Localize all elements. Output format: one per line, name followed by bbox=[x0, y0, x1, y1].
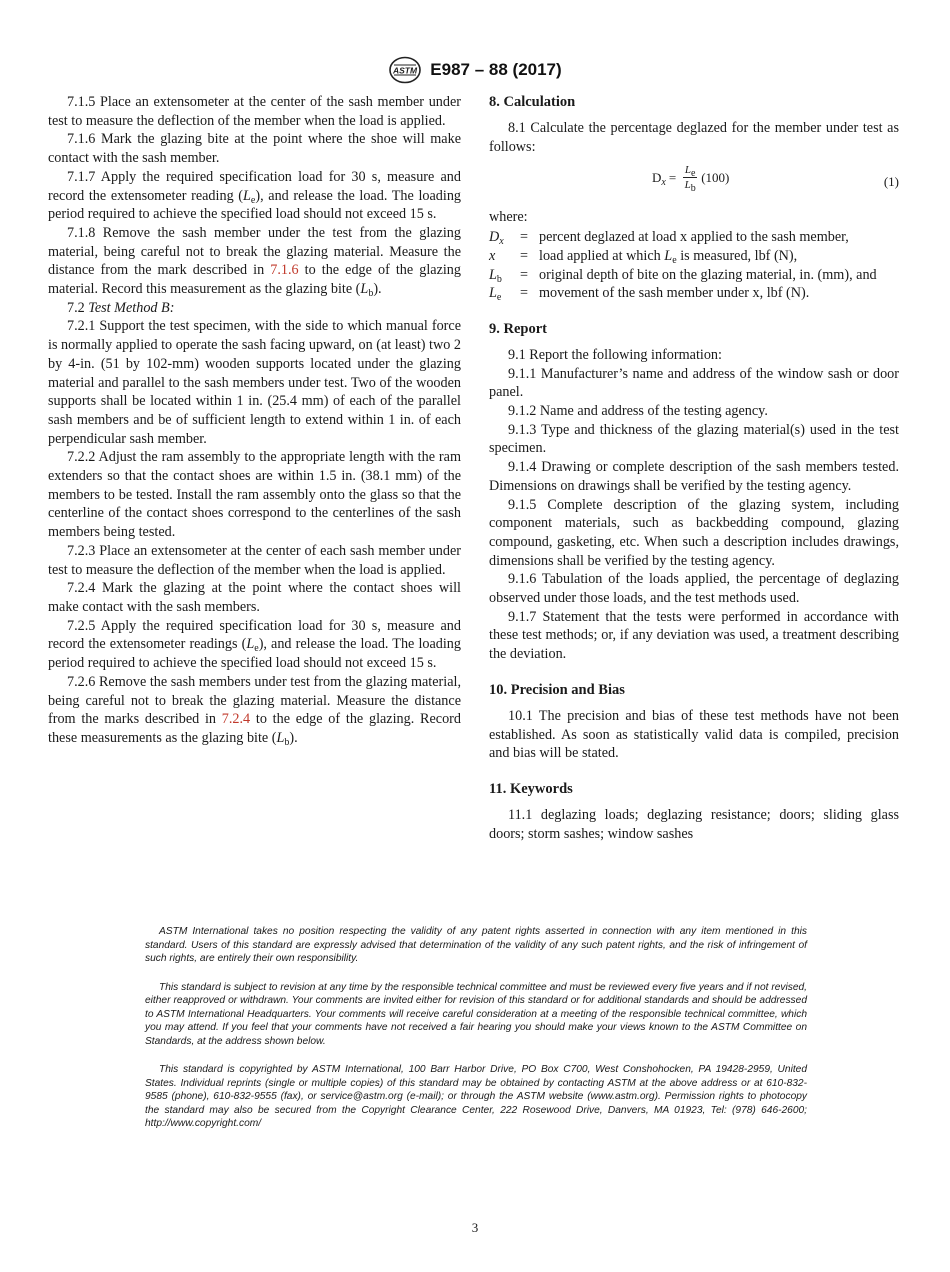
definition-row: $L_b$ = original depth of bite on the glazing material, in. (mm), and bbox=[489, 266, 877, 285]
definition-row: $L_e$ = movement of the sash member under x, lbf (N). bbox=[489, 285, 810, 304]
heading-precision-and-bias: 10. Precision and Bias bbox=[489, 681, 625, 698]
para-7-2-4: 7.2.4 Mark the glazing at the point where the contact shoes will make contact with the sash members. bbox=[48, 580, 461, 615]
astm-logo-icon bbox=[388, 56, 422, 84]
page-number: 3 bbox=[471, 1220, 479, 1235]
heading-keywords: 11. Keywords bbox=[489, 780, 573, 797]
para-9-1-4: 9.1.4 Drawing or complete description of the sash members tested. Dimensions on drawings shall be verified by the testing agency. bbox=[489, 459, 899, 494]
para-10-1: 10.1 The precision and bias of these test methods have not been established. As soon as statistically valid data is compiled, precision and bias will be stated. bbox=[489, 707, 899, 762]
para-7-2-6: 7.2.6 Remove the sash members under test from the glazing material, being careful not to break the glazing material. Measure the distance from the marks described in 7.2.4 to the edge of the glazing. Record these measurements as the glazing bite $(L_b)$. bbox=[48, 673, 462, 748]
para-11-1: 11.1 deglazing loads; deglazing resistance; doors; sliding glass doors; storm sashes; window sashes bbox=[489, 806, 899, 842]
para-9-1-3: 9.1.3 Type and thickness of the glazing material(s) used in the test specimen. bbox=[489, 421, 899, 457]
para-7-2-3: 7.2.3 Place an extensometer at the center of each sash member under test to measure the deflection of the member when the load is applied. bbox=[48, 542, 461, 578]
patent-notice: ASTM International takes no position respecting the validity of any patent rights asserted in connection with any item mentioned in this standard. Users of this standard are expressly advised that determination of the validity of any such patent rights, and the risk of infringement of such rights, are entirely their own responsibility. bbox=[145, 926, 807, 964]
heading-calculation: 8. Calculation bbox=[489, 94, 576, 110]
para-7-1-8: 7.1.8 Remove the sash member under the test from the glazing material, being careful not to break the glazing material. Measure the distance from the mark described in 7.1.6 to the edge of the glazing material. Record this measurement as the glazing bite $(L_b)$. bbox=[48, 224, 461, 300]
definition-row: $D_x$ = percent deglazed at load x applied to the sash member, bbox=[489, 229, 849, 248]
variable-definitions bbox=[489, 228, 899, 303]
page-header bbox=[0, 56, 950, 84]
document-designation: E987 – 88 (2017) bbox=[430, 60, 562, 79]
para-7-1-5: 7.1.5 Place an extensometer at the center of the sash member under test to measure the deflection of the member when the load is applied. bbox=[48, 94, 461, 129]
equation-fraction: $\frac{L_e}{L_b}$ bbox=[684, 164, 696, 195]
ref-link-7-1-6[interactable]: 7.1.6 bbox=[270, 262, 299, 279]
equation-number: (1) bbox=[883, 174, 899, 190]
equation-1: $D_x$ = $\frac{L_e}{L_b}$ (100) (1) bbox=[652, 164, 899, 195]
revision-notice: This standard is subject to revision at any time by the responsible technical committee and must be reviewed every five years and if not revised, either reapproved or withdrawn. Your comments are invited either for revision of this standard or for additional standards and should be addressed to ASTM International Headquarters. Your comments will receive careful consideration at a meeting of the responsible technical committee, which you may attend. If you feel that your comments have not received a fair hearing you should make your views known to the ASTM Committee on Standards, at the address shown below. bbox=[145, 981, 807, 1047]
svg-text:ASTM: ASTM bbox=[393, 65, 418, 76]
ref-link-7-2-4[interactable]: 7.2.4 bbox=[221, 711, 251, 728]
para-8-1: 8.1 Calculate the percentage deglazed for the member under test as follows: bbox=[489, 120, 899, 155]
para-7-1-7: 7.1.7 Apply the required specification load for 30 s, measure and record the extensometer reading $(L_e)$, and release the load. The loading period required to achieve the specified load should not exceed 15 s. bbox=[48, 168, 462, 223]
para-9-1-7: 9.1.7 Statement that the tests were performed in accordance with these test methods; or, if any deviation was used, a treatment describing the deviation. bbox=[489, 608, 899, 663]
heading-report: 9. Report bbox=[489, 320, 547, 337]
para-7-2: 7.2 Test Method B: bbox=[67, 299, 175, 316]
para-9-1-6: 9.1.6 Tabulation of the loads applied, the percentage of deglazing observed under those loads, and the test methods used. bbox=[489, 571, 899, 607]
left-column bbox=[48, 93, 461, 748]
where-label: where: bbox=[489, 209, 528, 226]
copyright-notice: This standard is copyrighted by ASTM International, 100 Barr Harbor Drive, PO Box C700, West Conshohocken, PA 19428-2959, United States. Individual reprints (single or multiple copies) of this standard may be obtained by contacting ASTM at the above address or at 610-832-9585 (phone), 610-832-9555 (fax), or service@astm.org (e-mail); or through the ASTM website (www.astm.org). Permission rights to photocopy the standard may also be secured from the Copyright Clearance Center, 222 Rosewood Drive, Danvers, MA 01923, Tel: (978) 646-2600; http://www.copyright.com/ bbox=[145, 1064, 807, 1129]
para-7-1-6: 7.1.6 Mark the glazing bite at the point where the shoe will make contact with the sash member. bbox=[48, 131, 461, 167]
para-9-1: 9.1 Report the following information: bbox=[508, 346, 722, 363]
definition-row: x = load applied at which $L_e$ is measured, lbf (N), bbox=[489, 247, 798, 266]
right-column bbox=[489, 93, 899, 843]
para-9-1-5: 9.1.5 Complete description of the glazing system, including component materials, such as backbedding compound, glazing compound, gasketing, etc. When such a description includes drawings, dimensions shall be verified by the testing agency. bbox=[489, 496, 899, 569]
para-7-2-2: 7.2.2 Adjust the ram assembly to the appropriate length with the ram extenders so that the contact shoes are within 1.5 in. (38.1 mm) of the members to be tested. Install the ram assembly onto the glass so that the centerline of the contact shoes correspond to the centerlines of the sash members being tested. bbox=[48, 449, 461, 541]
para-7-2-1: 7.2.1 Support the test specimen, with the side to which manual force is normally applied to operate the sash facing upward, on (at least) two 2 by 4-in. (51 by 102-mm) wooden supports located under the glazing material and parallel to the sash members under test. Two of the wooden supports shall be located within 1 in. (25.4 mm) of each of the parallel sash members and be of sufficient length to extend within 1 in. of each perpendicular sash member. bbox=[48, 318, 461, 447]
astm-notices bbox=[145, 925, 807, 1146]
para-7-2-5: 7.2.5 Apply the required specification load for 30 s, measure and record the extensometer readings $(L_e)$, and release the load. The loading period required to achieve the specified load should not exceed 15 s. bbox=[48, 617, 461, 672]
para-9-1-1: 9.1.1 Manufacturer’s name and address of the window sash or door panel. bbox=[489, 365, 899, 401]
para-9-1-2: 9.1.2 Name and address of the testing agency. bbox=[508, 403, 768, 420]
